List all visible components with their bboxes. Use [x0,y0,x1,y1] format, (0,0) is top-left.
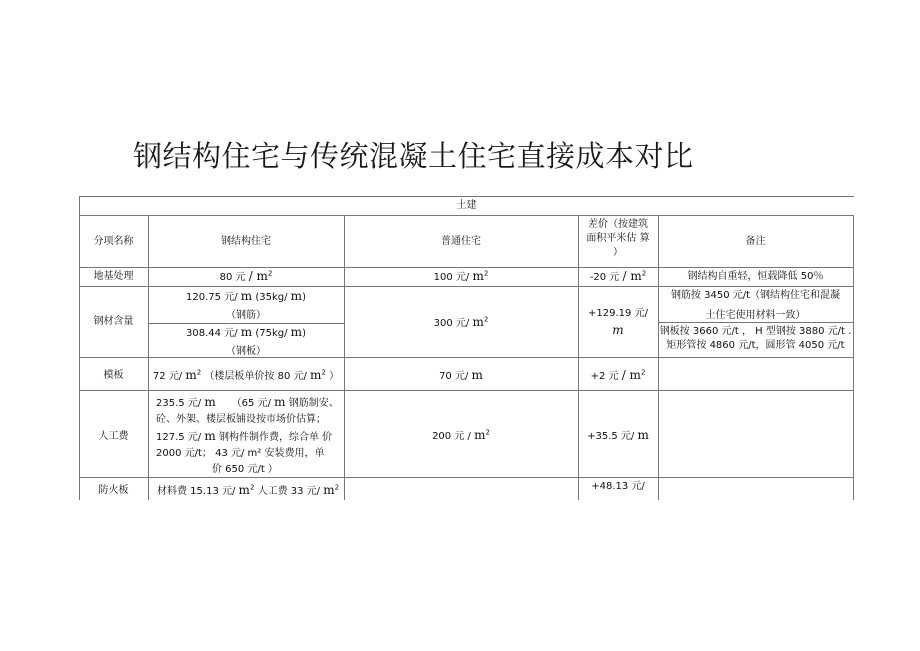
divider [658,215,659,500]
value-text: ) [302,292,306,303]
value-text: 300 元/ [433,318,470,329]
value-text: 200 元 / [432,431,471,442]
foundation-normal-cost: 100 元/ $m^2$ [433,269,489,283]
fireproof-steel-cost: 材料费 15.13 元/ $m^2$ 人工费 33 元/ $m^2$ [157,483,340,497]
value-text: +2 元 [590,371,619,382]
divider [79,267,854,268]
value-text: 价 650 元/t ） [212,464,278,475]
table-border-top [79,196,854,197]
value-text: 100 元/ [433,272,470,283]
value-text: 70 元/ [439,371,469,382]
value-text: 80 元 [219,272,246,283]
value-text: (35kg/ [255,292,288,303]
formwork-steel-cost: 72 元/ $m^2$ （楼层板单价按 80 元/ $m^2$ ） [152,368,340,382]
row-name: 人工费 [98,431,129,442]
value-text: 矩形管按 4860 元/t，圆形管 4050 元/t [666,340,845,351]
value-text: （钢筋） [226,310,266,321]
unit-text: m [204,429,216,443]
labor-steel-cost [156,394,342,478]
header-diff-line: ） [613,247,623,258]
header-diff-line: 面积平米估 算 [586,233,650,244]
value-text: 钢构件制作费，综合单 价 [218,432,333,443]
cost-table [79,196,854,500]
header-category: 分项名称 [93,236,134,247]
value-text: 钢筋按 3450 元/t（钢结构住宅和混凝 [670,290,841,301]
page-title: 钢结构住宅与传统混凝土住宅直接成本对比 [133,139,694,173]
value-text: ） [329,371,340,382]
section-label: 土建 [456,200,477,211]
header-note: 备注 [745,236,766,247]
foundation-note: 钢结构自重轻，恒载降低 50％ [687,271,824,282]
row-name: 钢材含量 [93,316,134,327]
steel-plate-cost [148,325,344,359]
value-text: (75kg/ [255,328,288,339]
header-diff [578,218,658,260]
unit-text: m [204,395,216,409]
value-text: 材料费 15.13 元/ [157,486,236,497]
row-name: 模板 [103,370,124,381]
divider [79,286,854,287]
divider [79,215,854,216]
value-text: 308.44 元/ [186,328,238,339]
unit-text: m [238,483,250,497]
formwork-normal-cost [344,368,578,384]
steel-normal-cost: 300 元/ $m^2$ [433,315,489,329]
unit-text: m [290,289,303,303]
unit-text: m [240,289,253,303]
value-text: 人工费 33 元/ [257,486,321,497]
header-normal: 普通住宅 [441,236,481,247]
value-text: 127.5 元/ [156,432,202,443]
unit-text: / m [622,269,642,283]
value-text: +129.19 元/ [588,308,648,319]
steel-note-rebar [658,289,853,323]
unit-text: m [474,428,486,442]
value-text: +35.5 元/ [587,431,635,442]
steel-diff [578,307,658,339]
divider [79,390,854,391]
unit-text: m [471,368,483,382]
value-text: 235.5 元/ [156,398,202,409]
steel-note-plate [658,325,853,353]
table-border-right [853,215,854,500]
unit-text: m [274,395,286,409]
unit-text: m [185,368,197,382]
formwork-diff: +2 元 / $m^2$ [590,368,646,382]
unit-text: m [472,315,484,329]
value-text: 120.75 元/ [186,292,238,303]
fireproof-diff: +48.13 元/ [591,481,645,492]
unit-text: m [240,325,253,339]
unit-text: m [290,325,303,339]
value-text: -20 元 [589,272,620,283]
labor-diff [578,428,658,444]
value-text: 钢板按 3660 元/t ， H 型钢按 3880 元/t . [659,326,852,337]
unit-text: m [310,368,322,382]
value-text: 砼、外架、楼层板铺设按市场价估算； [156,414,326,425]
unit-text: / m [248,269,268,283]
unit-text: m [612,323,624,337]
foundation-diff: -20 元 / $m^2$ [589,269,647,283]
value-text: ) [302,328,306,339]
unit-text: / m [621,368,641,382]
value-text: （65 元/ [231,398,271,409]
value-text: 2000 元/t； 43 元/ m² 安装费用，单 [156,448,325,459]
header-diff-line: 差价（按建筑 [588,219,648,230]
divider [344,215,345,500]
labor-normal-cost: 200 元 / $m^2$ [432,428,490,442]
steel-rebar-cost [148,289,344,323]
unit-text: m [472,269,484,283]
value-text: 72 元/ [152,371,183,382]
row-name: 地基处理 [93,271,134,282]
row-name: 防火板 [98,485,129,496]
unit-text: m [637,428,649,442]
value-text: 土住宅使用材料一致） [705,310,806,321]
header-steel: 钢结构住宅 [221,236,271,247]
foundation-steel-cost: 80 元 / $m^2$ [219,269,273,283]
value-text: （楼层板单价按 80 元/ [204,371,307,382]
value-text: 钢筋制安、 [288,398,339,409]
unit-text: m [323,483,335,497]
value-text: （钢板） [226,346,266,357]
divider [148,323,344,324]
